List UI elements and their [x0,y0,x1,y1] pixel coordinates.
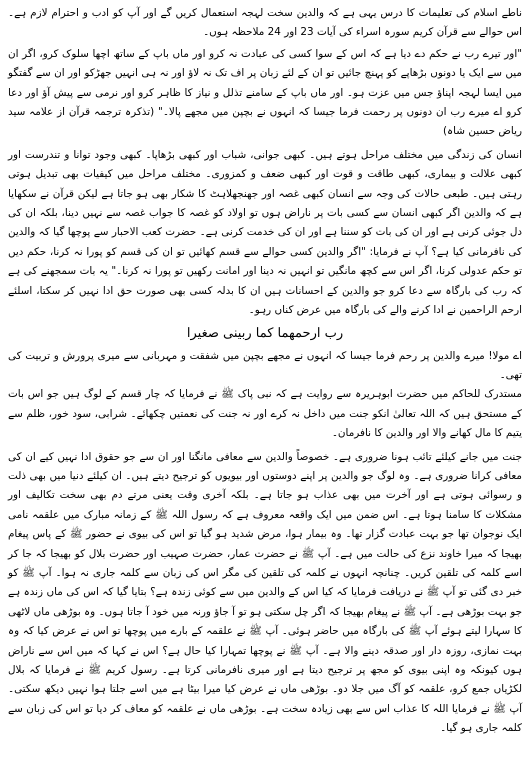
body-paragraph: انسان کی زندگی میں مختلف مراحل ہوتے ہیں۔ کبھی جوانی، شباب اور کبھی بڑھاپا۔ کبھی وجود توانا و تندرست اور کبھی علالت و بیماری، کبھی طاقت و قوت اور کبھی ضعف و کمزوری۔ مختلف مراحل میں کیفیات بھی تبدیل ہوتی رہتی ہیں۔ طبعی حالات کی وجہ سے انسان کبھی غصہ اور جھنجھلاہٹ کا شکار بھی ہو جاتا ہے لیکن قرآن نے سکھایا ہے کہ والدین اگر کبھی انسان سے کسی بات پر ناراض ہوں تو اولاد کو غصہ کا جواب غصہ سے نہیں دینا، بلکہ ان کی دل جوئی کرنی ہے اور ان کی بات کو سننا ہے اور ان کی خدمت کرنی ہے۔ حضرت کعب الاحبار سے پوچھا گیا کہ والدین کی نافرمانی کیا ہے؟ آپ نے فرمایا: "اگر والدین کسی حوالے سے قسم کھائیں تو ان کی قسم کو پورا نہ کرنا، حکم دیں تو حکم عدولی کرنا، اگر اس سے کچھ مانگیں تو انہیں نہ دینا اور امانت رکھیں تو پورا نہ کرنا۔" یہ بات سمجھنے کی ہے کہ رب کی بارگاہ سے دعا کرو جو والدین کے احسانات ہیں ان کا بدلہ کسی بھی صورت حق ادا نہیں کر سکتا، اسلئے ارحم الراحمین نے ادا کرنے والے کی بارگاہ میں عرض کناں رہو۔ [8,148,522,317]
quran-translation-quote: "اور تیرے رب نے حکم دے دیا ہے کہ اس کے سوا کسی کی عبادت نہ کرو اور ماں باپ کے ساتھ اچھا سلوک کرو، اگر ان میں سے ایک یا دونوں بڑھاپے کو پہنچ جائیں تو ان کے لئے زبان پر اف تک نہ لاؤ اور نہ ہی انہیں جھڑکو اور ان سے گفتگو میں ایسا لہجہ اپناؤ جس میں عزت ہو۔ اور ماں باپ کے سامنے تذلل و نیاز کا ظاہر کرو اور نرمی سے پیش آؤ اور دعا کرو اے میرے رب ان دونوں پر رحمت فرما جیسا کہ انہوں نے بچپن میں مجھے پالا۔" (تذکرہ ترجمہ قرآن از علامہ سید ریاض حسین شاہ) [8,47,522,138]
hadith-paragraph: مستدرک للحاکم میں حضرت ابوہریرہ سے روایت ہے کہ نبی پاک ﷺ نے فرمایا کہ چار قسم کے لوگ ہیں جو اس بات کے مستحق ہیں کہ اللہ تعالیٰ انکو جنت میں داخل نہ کرے اور نہ جنت کی نعمتیں چکھائے۔ شرابی، سود خور، ظلم سے یتیم کا مال کھانے والا اور والدین کا نافرمان۔ [8,388,522,440]
intro-paragraph: ناطے اسلام کی تعلیمات کا درس یہی ہے کہ والدین سخت لہجہ استعمال کریں گے اور آپ کو ادب و احترام لازم ہے۔اس حوالے سے قرآن کریم سورہ اسراء کی آیات 23 اور 24 ملاحظہ ہوں۔ [8,7,522,39]
verse-translation: اے مولا! میرے والدین پر رحم فرما جیسا کہ انہوں نے مجھے بچپن میں شفقت و مہربانی سے میری پرورش و تربیت کی تھی۔ [8,349,522,381]
story-paragraph: جنت میں جانے کیلئے تائب ہونا ضروری ہے۔ خصوصاً والدین سے معافی مانگنا اور ان سے جو حقوق ادا نہیں کیے ان کی معافی کرانا ضروری ہے۔ وہ لوگ جو والدین پر اپنے دوستوں اور بیویوں کو ترجیح دیتے ہیں۔ ان کیلئے دنیا میں بھی ذلت و رسوائی ہوتی ہے اور آخرت میں بھی عذاب ہو جاتا ہے۔ بلکہ آخری وقت یعنی مرتے دم بھی سخت تکالیف اور مشکلات کا سامنا ہوتا ہے۔ اس ضمن میں ایک واقعہ معروف ہے کہ رسول اللہ ﷺ کے زمانہ مبارک میں علقمہ نامی ایک نوجوان تھا جو بہت عبادت گزار تھا۔ وہ بیمار ہوا، مرض شدید ہو گیا تو اس کی بیوی نے حضور ﷺ کے پاس پیغام بھیجا کہ میرا خاوند نزع کی حالت میں ہے۔ آپ ﷺ نے حضرت عمار، حضرت صہیب اور حضرت بلال کو بھیجا کہ جا کر اسے کلمہ کی تلقین کریں۔ چنانچہ انہوں نے کلمہ کی تلقین کی مگر اس کی زبان سے کلمہ جاری نہ ہوا۔ آپ ﷺ کو خبر دی گئی تو آپ ﷺ نے دریافت فرمایا کہ کیا اس کے والدین میں سے کوئی زندہ ہے؟ بتایا گیا کہ اس کی ماں زندہ ہے جو بہت بوڑھی ہے۔ آپ ﷺ نے پیغام بھیجا کہ اگر چل سکتی ہو تو آ جاؤ ورنہ میں خود آ جاتا ہوں۔ وہ بوڑھی ماں لاٹھی کا سہارا لیتے ہوئے آپ ﷺ کی بارگاہ میں حاضر ہوئی۔ آپ ﷺ نے علقمہ کے بارے میں پوچھا تو اس نے عرض کیا کہ وہ بہت نمازی، روزہ دار اور صدقہ دینے والا ہے۔ آپ ﷺ نے پوچھا تمہارا کیا حال ہے؟ اس نے کہا کہ میں اس سے ناراض ہوں کیونکہ وہ اپنی بیوی کو مجھ پر ترجیح دیتا ہے اور میری نافرمانی کرتا ہے۔ رسول کریم ﷺ نے فرمایا کہ بلال لکڑیاں جمع کرو، علقمہ کو آگ میں جلا دو۔ بوڑھی ماں نے عرض کیا میرا بیٹا ہے میں اسے جلتا ہوا نہیں دیکھ سکتی۔ آپ ﷺ نے فرمایا اللہ کا عذاب اس سے بھی زیادہ سخت ہے۔ بوڑھی ماں نے علقمہ کو معاف کر دیا تو اس کی زبان سے کلمہ جاری ہو گیا۔ [8,450,522,735]
arabic-verse: رب ارحمھما کما ربینی صغیرا [186,325,344,341]
